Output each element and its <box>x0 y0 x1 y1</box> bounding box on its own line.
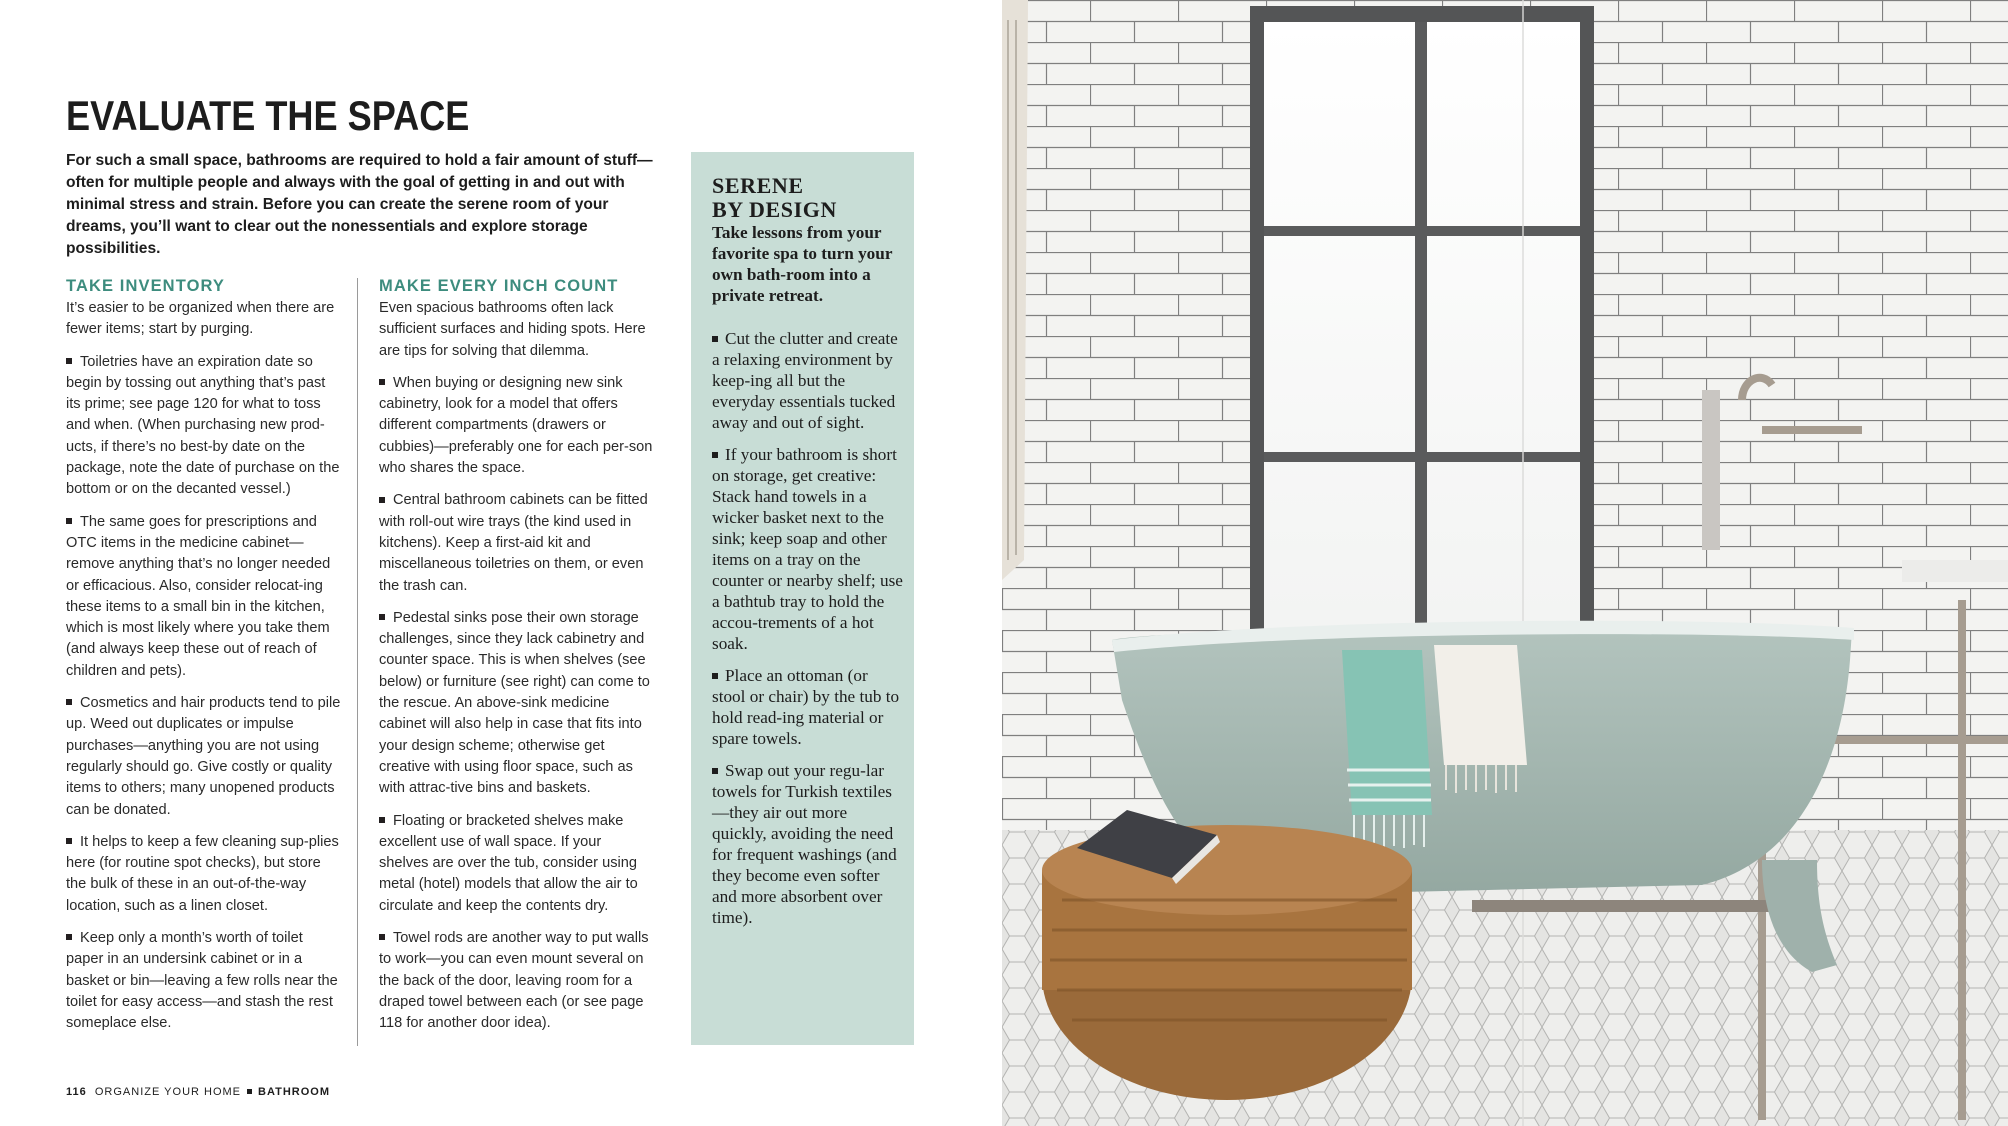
bullet-square-icon <box>712 673 718 679</box>
list-item: Cut the clutter and create a relaxing environment by keep-ing all but the everyday essentials tucked away and out of sight. <box>712 329 898 432</box>
bullet-square-icon <box>379 817 385 823</box>
list-item: Toiletries have an expiration date so begin by tossing out anything that’s past its prime; see page 120 for what to toss and when. (When purchasing new prod-ucts, if there’s no best-by date on the package, note the date of purchase on the bottom or on the decanted vessel.) <box>66 353 340 498</box>
column-divider <box>357 278 358 1046</box>
woven-ottoman <box>1042 825 1412 1100</box>
make-every-inch-heading: MAKE EVERY INCH COUNT <box>379 277 619 295</box>
bullet-square-icon <box>379 379 385 385</box>
window <box>1242 6 1602 670</box>
list-item: Towel rods are another way to put walls to work—you can even mount several on the back of the door, leaving room for a draped towel between each (or see page 118 for another door idea). <box>379 930 649 1032</box>
make-every-inch-lead: Even spacious bathrooms often lack sufficient surfaces and hiding spots. Here are tips for solving that dilemma. <box>379 300 646 359</box>
sidebar-subtitle: Take lessons from your favorite spa to turn your own bath-room into a private retreat. <box>712 223 893 305</box>
list-item: When buying or designing new sink cabinetry, look for a model that offers different compartments (drawers or cubbies)—preferably one for each per-son who shares the space. <box>379 374 653 477</box>
bullet-square-icon <box>66 699 72 705</box>
glass-panel-edge <box>1522 0 1524 1126</box>
drain-pipe <box>1472 900 1772 912</box>
sidebar-title-line1: SERENE <box>712 173 804 198</box>
list-item: Place an ottoman (or stool or chair) by the tub to hold read-ing material or spare towels. <box>712 666 900 748</box>
bullet-square-icon <box>66 358 72 364</box>
take-inventory-heading: TAKE INVENTORY <box>66 277 226 295</box>
list-item: If your bathroom is short on storage, get creative: Stack hand towels in a wicker basket next to the sink; keep soap and other items on a tray on the counter or nearby shelf; use a bathtub tray to hold the accou-trements of a hot soak. <box>712 445 903 653</box>
bullet-square-icon <box>66 838 72 844</box>
take-inventory-lead: It’s easier to be organized when there are fewer items; start by purging. <box>66 300 335 338</box>
bullet-square-icon <box>66 934 72 940</box>
section-name: BATHROOM <box>258 1086 330 1098</box>
intro-paragraph: For such a small space, bathrooms are required to hold a fair amount of stuff—often for multiple people and always with the goal of getting in and out with minimal stress and strain. Before you can create the serene room of your dreams, you’ll want to clear out the nonessentials and explore storage possibilities. <box>66 152 653 257</box>
page-title: EVALUATE THE SPACE <box>66 92 470 139</box>
bullet-square-icon <box>379 934 385 940</box>
bullet-square-icon <box>712 452 718 458</box>
list-item: The same goes for prescriptions and OTC items in the medicine cabinet—remove anything that’s no longer needed or efficacious. Also, consider relocat-ing these items to a small bin in the kitchen, which is most likely where you take them (and always keep these out of reach of children and pets). <box>66 513 331 679</box>
list-item: Central bathroom cabinets can be fitted with roll-out wire trays (the kind used in kitchens). Keep a first-aid kit and miscellaneous toiletries on them, or even the trash can. <box>379 492 648 594</box>
list-item: Keep only a month’s worth of toilet paper in an undersink cabinet or in a basket or bin—leaving a few rolls near the toilet for easy access—and stash the rest someplace else. <box>66 930 338 1032</box>
tub-faucet-pipe <box>1702 390 1720 550</box>
list-item: Floating or bracketed shelves make excellent use of wall space. If your shelves are over the tub, consider using metal (hotel) models that allow the air to circulate and keep the contents dry. <box>379 812 638 914</box>
column-take-inventory <box>66 276 342 1046</box>
sink-top <box>1902 560 2008 582</box>
bathroom-photo <box>1002 0 2008 1126</box>
bullet-square-icon <box>712 768 718 774</box>
sidebar-title-line2: BY DESIGN <box>712 197 838 222</box>
sidebar-serene-by-design <box>691 152 914 1045</box>
bullet-square-icon <box>66 518 72 524</box>
list-item: Swap out your regu-lar towels for Turkish textiles—they air out more quickly, avoiding the need for frequent washings (and they become even softer and more absorbent over time). <box>712 761 897 927</box>
bullet-square-icon <box>712 336 718 342</box>
page-footer <box>66 1086 330 1098</box>
left-page <box>0 0 1002 1126</box>
footer-square-icon <box>247 1089 252 1094</box>
list-item: Pedestal sinks pose their own storage challenges, since they lack cabinetry and counter space. This is when shelves (see below) or furniture (see right) can come to the rescue. An above-sink medicine cabinet will also help in case that fits into your design scheme; otherwise get creative with using floor space, such as with attrac-tive bins and baskets. <box>379 609 650 797</box>
hanging-towel-left <box>1002 0 1028 580</box>
bullet-square-icon <box>379 614 385 620</box>
book-title: ORGANIZE YOUR HOME <box>94 1086 242 1098</box>
list-item: It helps to keep a few cleaning sup-plies here (for routine spot checks), but store the bulk of these in an out-of-the-way location, such as a linen closet. <box>66 833 339 914</box>
column-make-every-inch-count <box>379 276 653 1046</box>
bullet-square-icon <box>379 497 385 503</box>
list-item: Cosmetics and hair products tend to pile up. Weed out duplicates or impulse purchases—anything you are not using regularly should go. Give costly or quality items to others; many unopened products can be donated. <box>66 695 341 818</box>
page-number: 116 <box>66 1086 87 1098</box>
